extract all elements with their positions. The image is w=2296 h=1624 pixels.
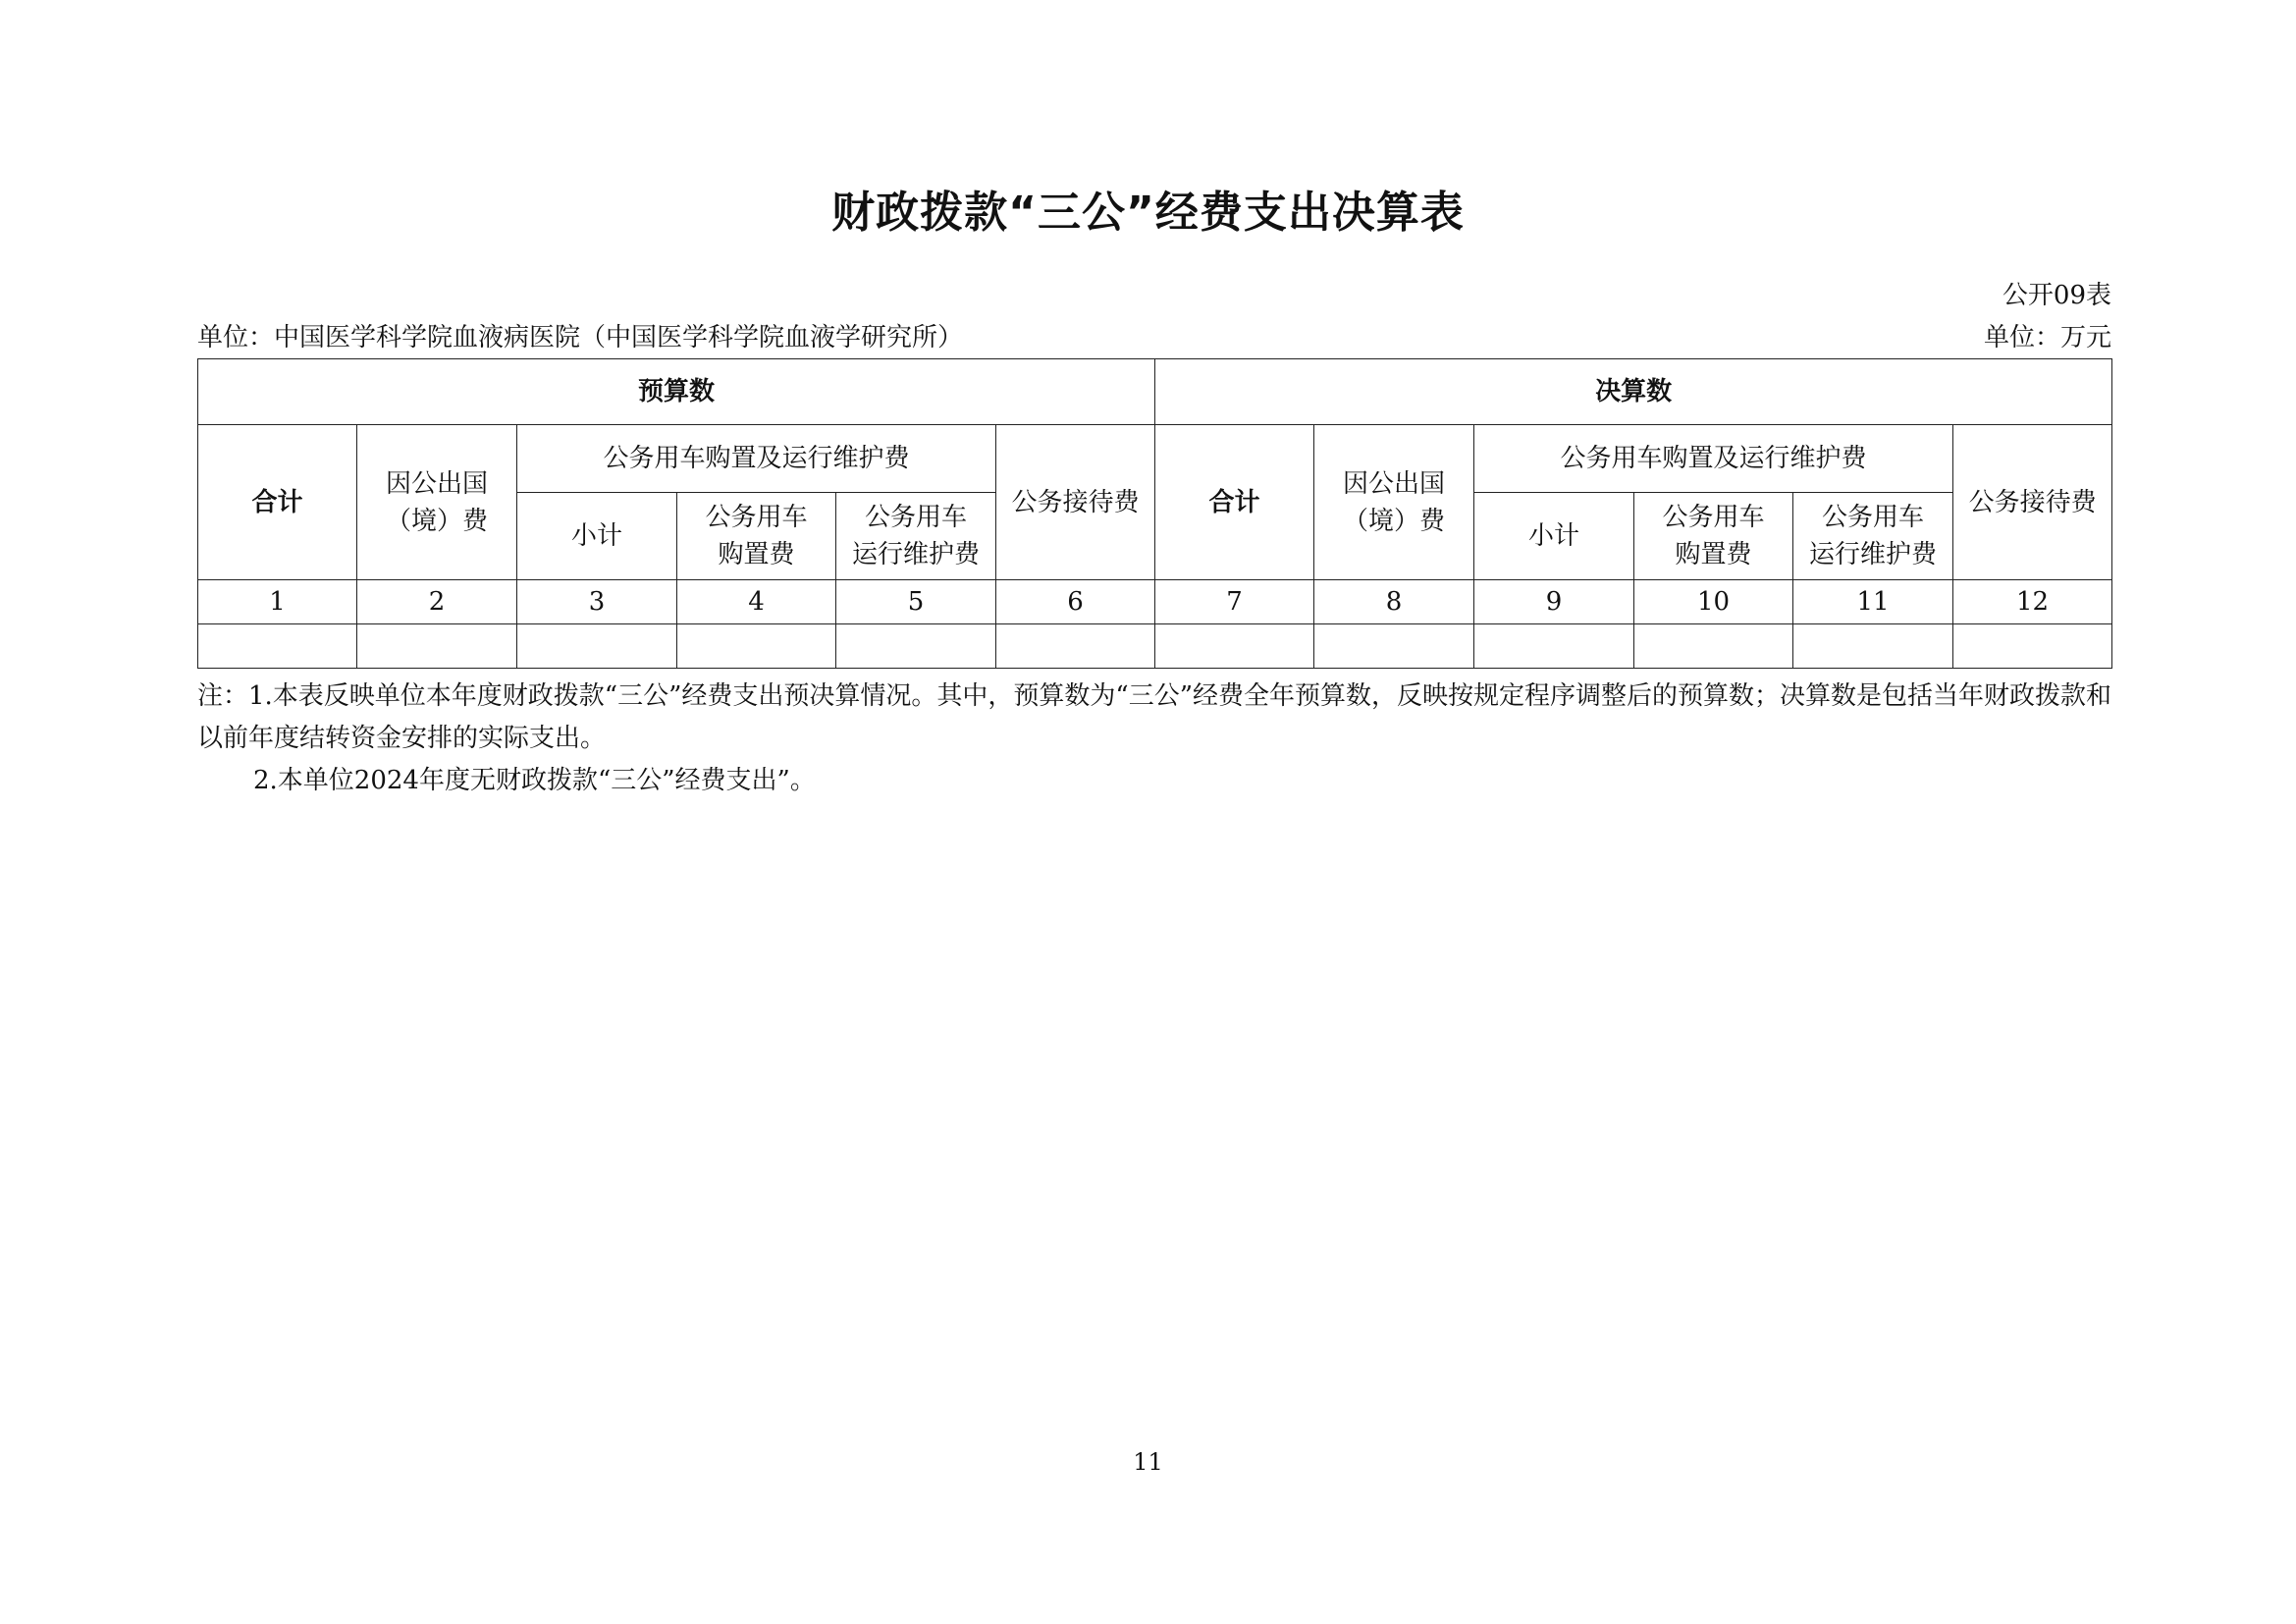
- data-cell: [996, 624, 1155, 669]
- data-cell: [677, 624, 836, 669]
- page-title: 财政拨款“三公”经费支出决算表: [831, 188, 1465, 238]
- note-1: 注：1.本表反映单位本年度财政拨款“三公”经费支出预决算情况。其中，预算数为“三公”经费全年预算数，反映按规定程序调整后的预算数；决算数是包括当年财政拨款和以前年度结转资金安排的实际支出。: [197, 681, 2111, 753]
- unit-line: [197, 317, 2111, 353]
- abroad-label-line2: （境）费: [385, 506, 488, 536]
- operation-label-line1: 公务用车: [1822, 503, 1925, 532]
- data-cell: [357, 624, 517, 669]
- purchase-label-line2: 购置费: [1675, 540, 1752, 569]
- final-total-header: 合计: [1155, 425, 1314, 580]
- final-reception-header: 公务接待费: [1953, 425, 2112, 580]
- column-number: 1: [198, 580, 357, 624]
- final-vehicle-header: 公务用车购置及运行维护费: [1474, 425, 1953, 493]
- operation-label-line2: 运行维护费: [851, 540, 980, 569]
- abroad-label-line1: 因公出国: [1343, 468, 1446, 499]
- budget-abroad-header: [357, 425, 517, 580]
- abroad-label-line2: （境）费: [1343, 506, 1446, 536]
- data-cell: [517, 624, 677, 669]
- budget-subtotal-header: 小计: [517, 493, 677, 580]
- table-code: 公开09表: [2002, 281, 2111, 310]
- table-row: [198, 624, 2112, 669]
- budget-total-header: 合计: [198, 425, 357, 580]
- budget-group-header: 预算数: [198, 359, 1155, 425]
- column-number: 10: [1634, 580, 1793, 624]
- column-number: 3: [517, 580, 677, 624]
- data-cell: [1155, 624, 1314, 669]
- column-number: 5: [836, 580, 996, 624]
- operation-label-line2: 运行维护费: [1809, 540, 1938, 569]
- note-2: 2.本单位2024年度无财政拨款“三公”经费支出”。: [253, 766, 816, 795]
- column-number: 12: [1953, 580, 2112, 624]
- column-number: 11: [1793, 580, 1953, 624]
- final-group-header: 决算数: [1155, 359, 2112, 425]
- column-number: 4: [677, 580, 836, 624]
- budget-purchase-header: [677, 493, 836, 580]
- abroad-label-line1: 因公出国: [385, 468, 488, 499]
- column-number: 8: [1314, 580, 1474, 624]
- group-header-row: [198, 359, 2112, 425]
- budget-operation-header: [836, 493, 996, 580]
- budget-vehicle-header: 公务用车购置及运行维护费: [517, 425, 996, 493]
- data-cell: [1634, 624, 1793, 669]
- final-subtotal-header: 小计: [1474, 493, 1634, 580]
- column-number: 6: [996, 580, 1155, 624]
- column-number: 7: [1155, 580, 1314, 624]
- purchase-label-line1: 公务用车: [1662, 503, 1765, 532]
- operation-label-line1: 公务用车: [864, 503, 967, 532]
- column-number: 9: [1474, 580, 1634, 624]
- page-number: 11: [1133, 1448, 1163, 1476]
- unit-currency: 单位：万元: [1983, 323, 2111, 352]
- unit-organization: 单位：中国医学科学院血液病医院（中国医学科学院血液学研究所）: [197, 323, 964, 352]
- expenditure-table: [197, 358, 2112, 669]
- final-purchase-header: [1634, 493, 1793, 580]
- data-cell: [1474, 624, 1634, 669]
- purchase-label-line1: 公务用车: [705, 503, 808, 532]
- data-cell: [1314, 624, 1474, 669]
- data-cell: [1953, 624, 2112, 669]
- final-abroad-header: [1314, 425, 1474, 580]
- budget-reception-header: 公务接待费: [996, 425, 1155, 580]
- data-cell: [836, 624, 996, 669]
- data-cell: [1793, 624, 1953, 669]
- purchase-label-line2: 购置费: [718, 540, 795, 569]
- notes: [197, 676, 2111, 802]
- final-operation-header: [1793, 493, 1953, 580]
- column-number: 2: [357, 580, 517, 624]
- column-number-row: [198, 580, 2112, 624]
- data-cell: [198, 624, 357, 669]
- category-header-row: [198, 425, 2112, 493]
